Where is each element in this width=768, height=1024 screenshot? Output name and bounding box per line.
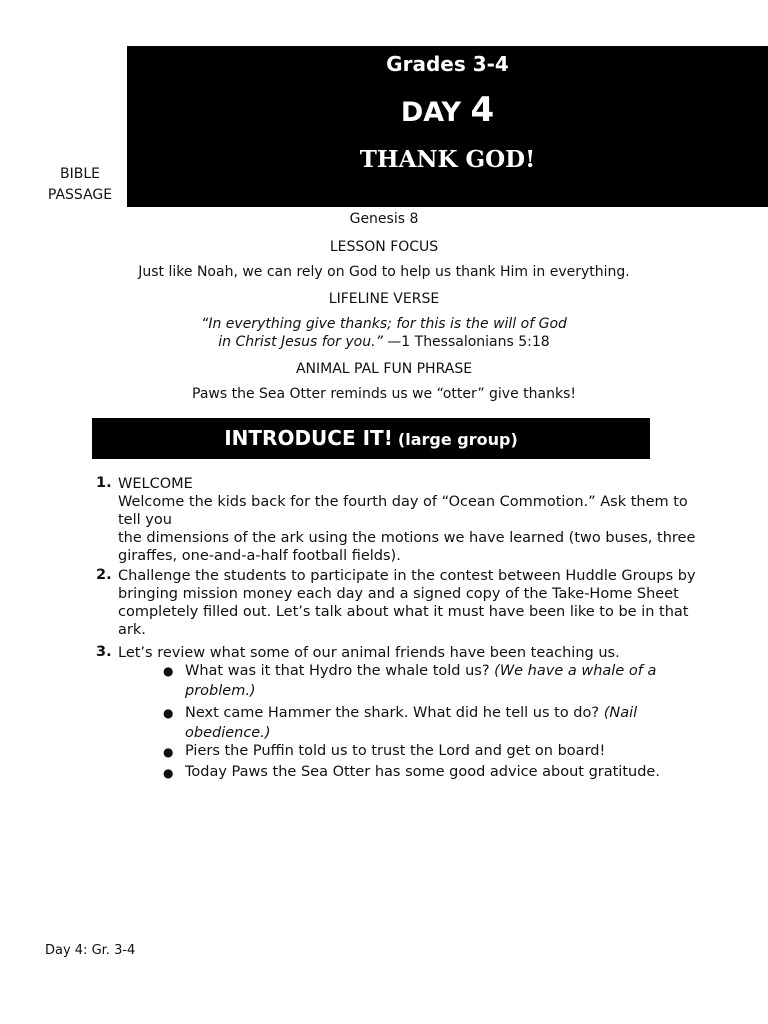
- step-1-number: 1.: [96, 475, 112, 491]
- day-number: 4: [470, 90, 495, 130]
- lesson-focus-text: Just like Noah, we can rely on God to help us thank Him in everything.: [138, 264, 630, 280]
- bullet-item-2: [185, 703, 705, 743]
- animal-pal-text: Paws the Sea Otter reminds us we “otter” give thanks!: [192, 386, 576, 402]
- day-word: DAY: [400, 97, 462, 128]
- step-2-line1: Challenge the students to participate in the contest between Huddle Groups by: [118, 568, 696, 584]
- step-1-heading: WELCOME: [118, 476, 193, 492]
- lifeline-verse-citation: —1 Thessalonians 5:18: [382, 334, 550, 350]
- lifeline-verse-line2: [0, 334, 768, 350]
- lifeline-verse-heading: LIFELINE VERSE: [328, 291, 440, 307]
- introduce-it-title: INTRODUCE IT!: [224, 426, 393, 450]
- step-1-text: [118, 475, 738, 565]
- lesson-focus-heading: LESSON FOCUS: [329, 239, 439, 255]
- step-2-line3: completely filled out. Let’s talk about what it must have been like to be in that: [118, 604, 689, 620]
- step-2-number: 2.: [96, 567, 112, 583]
- step-1-line3: the dimensions of the ark using the motions we have learned (two buses, three: [118, 530, 696, 546]
- step-3-number: 3.: [96, 644, 112, 660]
- bible-label-line2: PASSAGE: [47, 187, 113, 203]
- bullet-2-answer-line2: obedience.): [185, 725, 271, 741]
- introduce-it-banner: [92, 418, 650, 459]
- lifeline-verse-quote-end: in Christ Jesus for you.”: [218, 334, 383, 350]
- bullet-item-3: Piers the Puffin told us to trust the Lord and get on board!: [185, 743, 606, 759]
- step-1-line4: giraffes, one-and-a-half football fields).: [118, 548, 401, 564]
- bullet-dot: ●: [163, 664, 174, 678]
- grades-label: Grades 3-4: [386, 52, 509, 76]
- page-footer: Day 4: Gr. 3-4: [45, 943, 136, 958]
- bullet-item-4: Today Paws the Sea Otter has some good advice about gratitude.: [185, 764, 660, 780]
- animal-pal-heading: ANIMAL PAL FUN PHRASE: [295, 361, 473, 377]
- bullet-dot: ●: [163, 706, 174, 720]
- introduce-it-subtitle: (large group): [397, 430, 518, 449]
- step-2-line4: ark.: [118, 622, 146, 638]
- bullet-dot: ●: [163, 745, 174, 759]
- bible-passage-label: [40, 164, 120, 206]
- day-title: [127, 90, 768, 130]
- step-2-line2: bringing mission money each day and a signed copy of the Take-Home Sheet: [118, 586, 679, 602]
- bible-reference: Genesis 8: [349, 211, 419, 227]
- header-banner: [127, 46, 768, 207]
- bible-label-line1: BIBLE: [60, 166, 100, 182]
- step-3-text: Let’s review what some of our animal friends have been teaching us.: [118, 645, 620, 661]
- bullet-2-answer: (Nail: [603, 705, 638, 721]
- bullet-item-1: [185, 661, 705, 701]
- bullet-1-answer: (We have a whale of a: [494, 663, 657, 679]
- bullet-2-text: Next came Hammer the shark. What did he tell us to do?: [185, 705, 604, 721]
- lifeline-verse-line1: “In everything give thanks; for this is the will of God: [201, 316, 567, 332]
- step-2-text: [118, 567, 738, 639]
- step-1-line2: tell you: [118, 512, 172, 528]
- step-1-line1: Welcome the kids back for the fourth day of “Ocean Commotion.” Ask them to: [118, 494, 688, 510]
- bullet-1-answer-line2: problem.): [185, 683, 256, 699]
- bullet-1-text: What was it that Hydro the whale told us?: [185, 663, 495, 679]
- bullet-dot: ●: [163, 766, 174, 780]
- lesson-title: THANK GOD!: [359, 146, 536, 173]
